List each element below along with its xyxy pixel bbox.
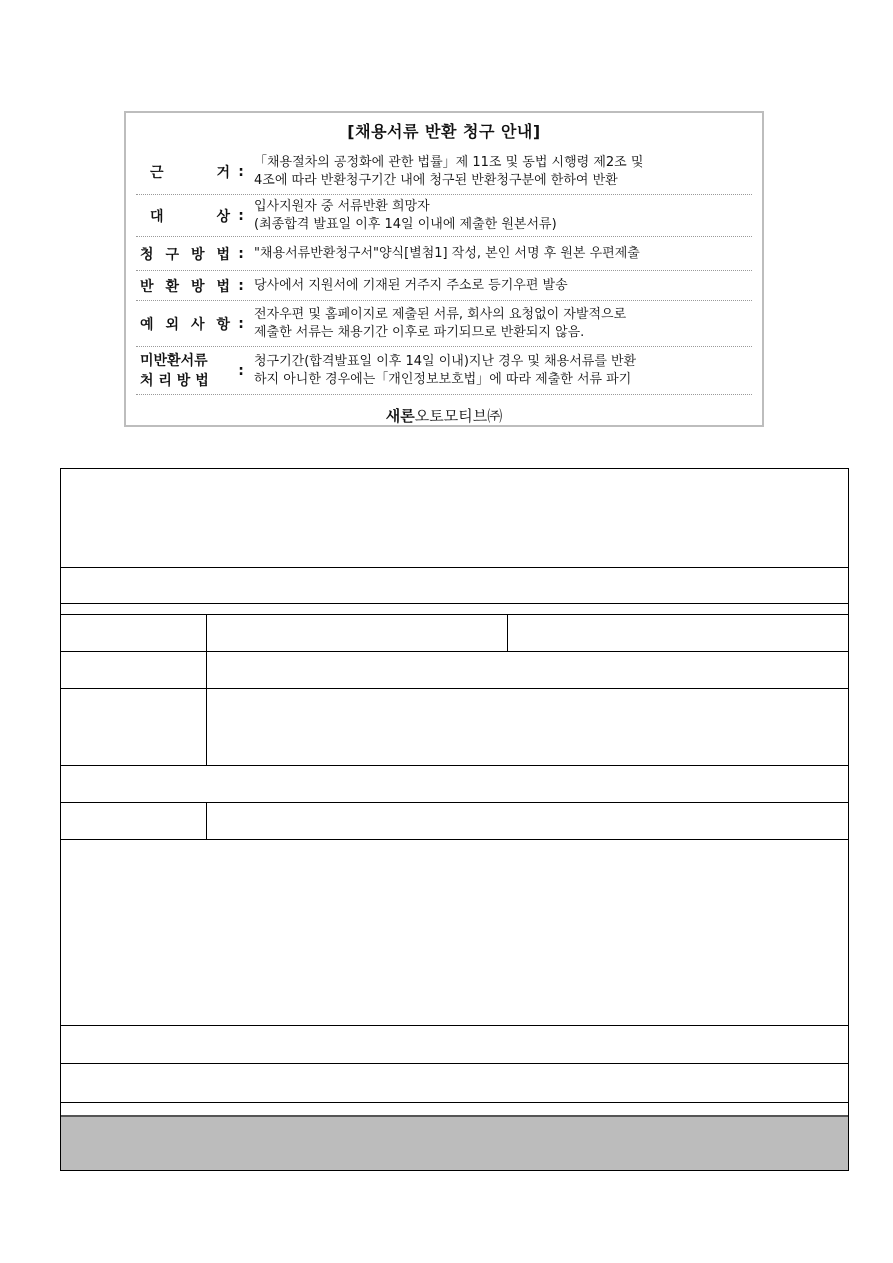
row-value: 청구기간(합격발표일 이후 14일 이내)지난 경우 및 채용서류를 반환 하지 아니한 경우에는「개인정보보호법」에 따라 제출한 서류 파기: [254, 353, 637, 387]
row-label: 근 거: [150, 164, 230, 181]
notice-row-exceptions: [136, 301, 752, 347]
notice-title: [채용서류 반환 청구 안내]: [347, 122, 541, 141]
return-notice-box: [124, 111, 764, 427]
form-rule: [206, 614, 207, 765]
row-label: 청 구 방 법: [140, 246, 230, 263]
form-rule: [61, 567, 848, 568]
row-label: 대 상: [150, 208, 230, 225]
form-rule: [507, 614, 508, 651]
company-name: 새론오토모티브㈜: [385, 407, 503, 425]
form-rule: [61, 802, 848, 803]
row-colon: :: [238, 277, 244, 294]
notice-row-disposal: [136, 347, 752, 395]
form-rule: [61, 1025, 848, 1026]
row-colon: :: [238, 163, 244, 180]
row-colon: :: [238, 315, 244, 332]
row-value: 입사지원자 중 서류반환 희망자 (최종합격 발표일 이후 14일 이내에 제출한 원본서류): [254, 198, 557, 232]
form-footer-shade: [61, 1115, 848, 1170]
form-rule: [61, 765, 848, 766]
row-value: 전자우편 및 홈페이지로 제출된 서류, 회사의 요청없이 자발적으로 제출한 서류는 채용기간 이후로 파기되므로 반환되지 않음.: [254, 306, 627, 340]
row-colon: :: [238, 362, 244, 379]
row-label: 반 환 방 법: [140, 278, 230, 295]
form-rule: [206, 802, 207, 839]
form-rule: [61, 839, 848, 840]
row-value: "채용서류반환청구서"양식[별첨1] 작성, 본인 서명 후 원본 우편제출: [254, 245, 640, 261]
form-rule: [61, 603, 848, 604]
row-colon: :: [238, 245, 244, 262]
row-colon: :: [238, 207, 244, 224]
form-rule: [61, 614, 848, 615]
form-rule: [61, 688, 848, 689]
row-value: 「채용절차의 공정화에 관한 법률」제 11조 및 동법 시행령 제2조 및 4조에 따라 반환청구기간 내에 청구된 반환청구분에 한하여 반환: [254, 154, 644, 188]
notice-row-basis: [136, 149, 752, 195]
request-form-table: [60, 468, 849, 1171]
form-rule: [61, 651, 848, 652]
notice-row-target: [136, 195, 752, 237]
row-value: 당사에서 지원서에 기재된 거주지 주소로 등기우편 발송: [254, 277, 568, 293]
row-label: 예 외 사 항: [140, 316, 230, 333]
notice-row-return-method: [136, 271, 752, 301]
notice-row-request-method: [136, 237, 752, 271]
form-rule: [61, 1063, 848, 1064]
form-rule: [61, 1102, 848, 1103]
row-label: 미반환서류 처 리 방 법: [140, 352, 209, 389]
